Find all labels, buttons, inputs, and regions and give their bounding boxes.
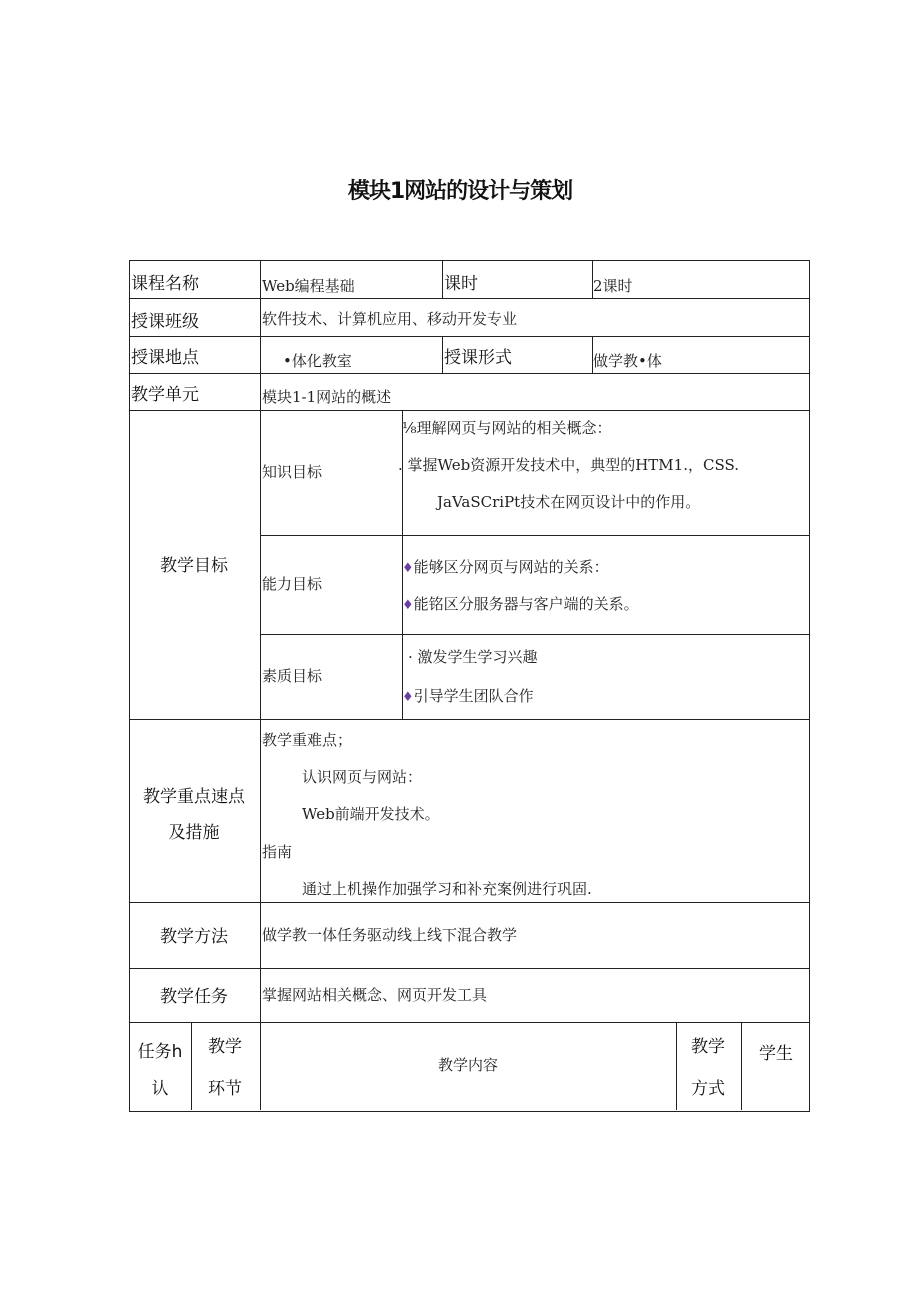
knowledge-label: 知识目标 [262,463,323,481]
row-divider [130,719,809,720]
row-divider [130,410,809,411]
location-value: •体化教室 [283,352,352,370]
col-divider [260,410,261,719]
col-divider [191,1022,192,1110]
header-teaching-mode: 教学 [691,1037,725,1057]
row-divider [130,1022,809,1023]
objectives-label: 教学目标 [160,556,228,576]
header-task-confirm: 认 [151,1079,169,1099]
task-label: 教学任务 [160,987,228,1007]
row-divider [130,968,809,969]
diamond-bullet-icon: ♦ [402,561,414,576]
knowledge-item: ⅛理解网页与网站的相关概念： [402,419,612,437]
class-value: 软件技术、计算机应用、移动开发专业 [262,310,518,328]
hours-value: 2课时 [593,277,633,295]
method-value: 做学教一体任务驱动线上线下混合教学 [262,926,518,944]
unit-value: 模块1-1网站的概述 [262,388,392,406]
key-points-label: 教学重点速点 [143,787,245,807]
col-divider [741,1022,742,1110]
header-teaching-stage: 教学 [208,1037,242,1057]
form-label: 授课形式 [444,348,512,368]
ability-item: ♦能够区分网页与网站的关系： [402,558,609,576]
course-name-label: 课程名称 [131,274,199,294]
unit-label: 教学单元 [131,385,199,405]
key-points-line: 指南 [262,843,293,861]
col-divider [442,261,443,298]
row-divider [260,634,809,635]
col-divider [442,336,443,373]
header-teaching-stage: 环节 [208,1079,242,1099]
quality-item: ♦引导学生团队合作 [402,687,534,705]
row-divider [130,336,809,337]
row-divider [130,298,809,299]
row-divider [260,535,809,536]
header-teaching-mode: 方式 [691,1079,725,1099]
header-teaching-content: 教学内容 [437,1056,499,1074]
key-points-line: Web前端开发技术。 [302,805,440,823]
knowledge-item: JaVaSCriPt技术在网页设计中的作用。 [437,493,701,511]
header-student: 学生 [759,1044,793,1064]
form-value: 做学教•体 [593,352,662,370]
col-divider [260,719,261,1110]
key-points-line: 认识网页与网站： [302,768,423,786]
class-label: 授课班级 [131,312,199,332]
ability-label: 能力目标 [262,575,323,593]
key-points-line: 通过上机操作加强学习和补充案例进行巩固. [302,880,592,898]
knowledge-item: . 掌握Web资源开发技术中，典型的HTM1.，CSS. [398,456,739,474]
document-title: 模块1网站的设计与策划 [347,179,573,204]
key-points-label: 及措施 [168,823,220,843]
row-divider [130,902,809,903]
location-label: 授课地点 [131,348,199,368]
lesson-plan-table [129,260,810,1112]
quality-label: 素质目标 [262,667,323,685]
method-label: 教学方法 [160,927,228,947]
col-divider [260,261,261,410]
task-value: 掌握网站相关概念、网页开发工具 [262,986,488,1004]
course-name-value: Web编程基础 [262,277,355,295]
diamond-bullet-icon: ♦ [402,690,414,705]
row-divider [130,373,809,374]
hours-label: 课时 [444,274,478,294]
diamond-bullet-icon: ♦ [402,598,414,613]
quality-item: · 激发学生学习兴趣 [408,648,538,666]
key-points-line: 教学重难点； [262,731,353,749]
col-divider [676,1022,677,1110]
ability-item: ♦能铭区分服务器与客户端的关系。 [402,595,639,613]
header-task-confirm: 任务h [137,1042,183,1062]
